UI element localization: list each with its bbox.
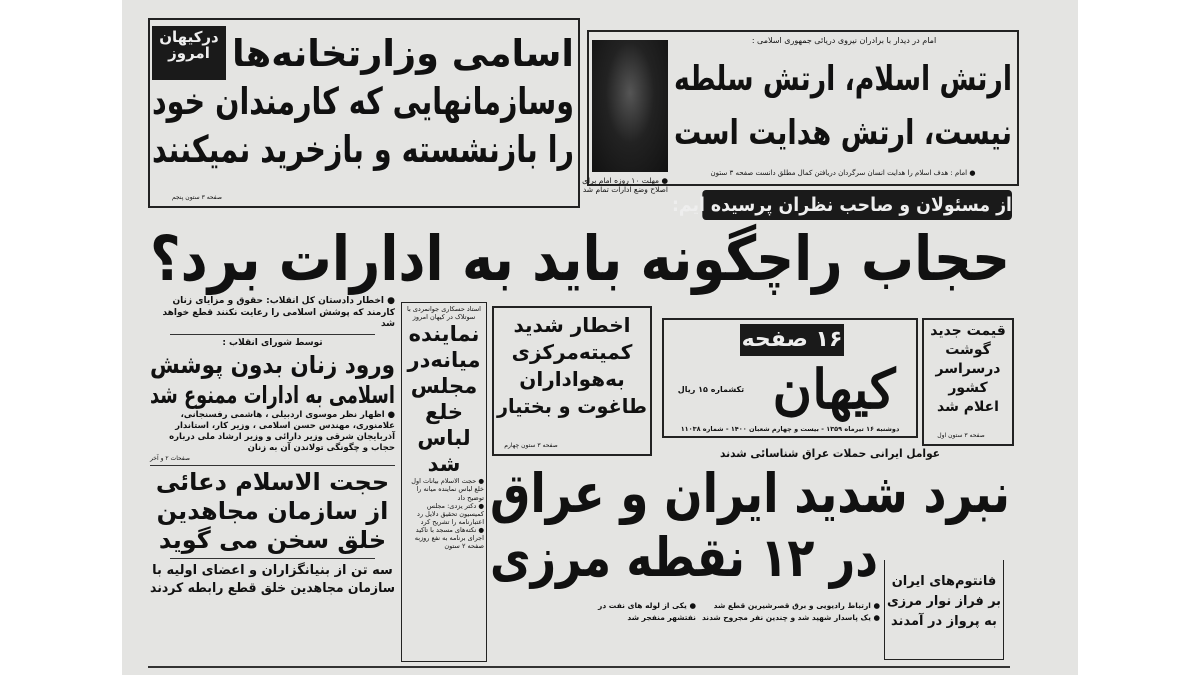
headline-line: از سازمان مجاهدین [156, 496, 389, 525]
divider [150, 465, 395, 466]
headline-line: خلق سخن می گوید [158, 525, 387, 554]
divider [170, 334, 375, 335]
headline-line: وسازمانهایی که کارمندان خود [151, 80, 574, 123]
price-label: تکشماره ۱۵ ریال [677, 385, 745, 394]
headline-line: لباس [417, 426, 471, 451]
subhead-line: سازمان مجاهدین خلق قطع رابطه کردند [150, 580, 395, 596]
bullet: ● نکته‌های مسجد با تاکید اجرای برنامه به نفع روزبه [414, 526, 484, 543]
left-column [150, 296, 395, 664]
headline-line: خلع [424, 400, 464, 425]
headline-line: ورود زنان بدون پوشش [149, 350, 395, 379]
kayhan-logo: کیهان [772, 357, 896, 421]
headline-line: طاغوت و بختیار [497, 394, 647, 418]
top-right-caption: ● امام : هدف اسلام را هدایت انسان سرگردان دریافتن کمال مطلق دانست صفحه ۳ ستون [710, 169, 976, 177]
left-headline-2 [150, 468, 395, 555]
headline-line: را بازنشسته و بازخرید نمیکنند [152, 128, 574, 171]
top-right-kicker: امام در دیدار با برادران نیروی دریائی جمهوری اسلامی : [751, 36, 937, 45]
war-bullets [702, 600, 880, 624]
headline-line: به‌هواداران [519, 367, 625, 391]
war-kicker: عوامل ایرانی حملات عراق شناسائی شدند [719, 447, 940, 460]
page-count-badge: ۱۶ صفحه [740, 324, 844, 356]
headline-line: کمیته‌مرکزی [511, 340, 633, 364]
headline-line: نیست، ارتش هدایت است [674, 113, 1012, 153]
bullet: ● دکتر یزدی: مجلس کمیسیون تحقیق دلایل رد اعتبارنامه را تشریح کرد [417, 501, 484, 526]
headline-line: میانه‌در [407, 348, 481, 373]
headline-line: گوشت [945, 342, 991, 358]
top-left-ref: صفحه ۳ ستون پنجم [172, 194, 222, 201]
subhead-line: سه تن از بنیانگزاران و اعضای اولیه با [152, 562, 393, 578]
headline-line: فانتوم‌های ایران [891, 574, 997, 589]
meat-ref: صفحه ۳ ستون اول [937, 432, 985, 439]
bullet: ● یک پاسدار شهید شد و چندین نفر مجروح شدند [701, 613, 880, 622]
bottom-rule [148, 666, 1010, 668]
headline-line: مجلس [410, 374, 478, 399]
oil-bullet: ● یکی از لوله های نفت در نفتشهر منفجر شد [598, 601, 696, 622]
divider [170, 558, 375, 559]
war-headline-line-1: نبرد شدید ایران و عراق [489, 462, 1010, 525]
meat-headline [925, 322, 1011, 417]
warning-ref: صفحه ۳ ستون چهارم [504, 442, 558, 449]
headline-line: ارتش اسلام، ارتش سلطه [674, 59, 1012, 99]
warning-headline [497, 312, 647, 420]
deadline-note: ● مهلت ۱۰ روزه امام برای اصلاح وضع ادارات تمام شد [582, 176, 668, 194]
headline-line: بر فراز نوار مرزی [887, 594, 1001, 609]
headline-line: اخطار شدید [513, 313, 631, 337]
headline-line: اسلامی به ادارات ممنوع شد [150, 380, 395, 409]
bullet: ● حجت الاسلام بیانات اول خلع لباس نماینده میانه را توضیح داد [411, 477, 484, 502]
middle-ref: صفحه ۲ ستون [444, 542, 484, 551]
headline-line: حجت الاسلام دعائی [155, 467, 390, 496]
headline-line: درسراسر [935, 361, 1001, 377]
left-kicker: توسط شورای انقلاب : [222, 338, 323, 349]
question-banner: از مسئولان و صاحب نظران پرسیده ایم: [702, 190, 1012, 220]
headline-line: اعلام شد [937, 399, 999, 415]
main-headline: حجاب راچگونه باید به ادارات برد؟ [150, 222, 1011, 295]
headline-line: کشور [948, 380, 988, 396]
bullet: ● ارتباط رادیویی و برق قصرشیرین قطع شد [713, 601, 880, 610]
middle-headline [404, 321, 484, 477]
left-subhead [150, 562, 395, 598]
headline-line: اسامی وزارتخانه‌ها [232, 32, 574, 75]
headline-line: نماینده [408, 322, 480, 347]
label-line: امروز [168, 44, 210, 63]
left-body-ref: صفحات ۲ و آخر [150, 454, 191, 462]
left-bullet: ● اخطار دادستان کل انقلاب: حقوق و مزایای زنان کارمند که پوشش اسلامی را رعایت نکنند قطع خواهد شد [162, 296, 395, 330]
phantom-headline [887, 572, 1001, 632]
dateline: دوشنبه ۱۶ تیرماه ۱۳۵۹ - بیست و چهارم شعبان ۱۴۰۰ - شماره ۱۱۰۳۸ [680, 425, 900, 433]
label-line: درکیهان [159, 28, 219, 46]
middle-column [404, 305, 484, 550]
middle-bullets [404, 477, 484, 550]
portrait-photo [592, 40, 668, 172]
top-right-headline [674, 52, 1012, 160]
left-body: ● اظهار نظر موسوی اردبیلی ، هاشمی رفسنجانی، علامنوری، مهندس حسن اسلامی ، وزیر کار، استاندار آذربایجان شرقی وزیر دارائی و وزیر ارشاد ملی درباره حجاب و چگونگی تولاندن آن به زنان [169, 409, 395, 453]
left-headline [150, 350, 395, 410]
war-headline-line-2: در ۱۲ نقطه مرزی [489, 526, 878, 589]
headline-line: به پرواز در آمدند [891, 614, 997, 629]
middle-kicker: استاد حسکاری جوانمردی با سوتلاک در کیهان امروز [406, 305, 481, 322]
top-left-headline [152, 30, 574, 174]
headline-line: شد [427, 452, 461, 477]
headline-line: قیمت جدید [930, 323, 1006, 339]
